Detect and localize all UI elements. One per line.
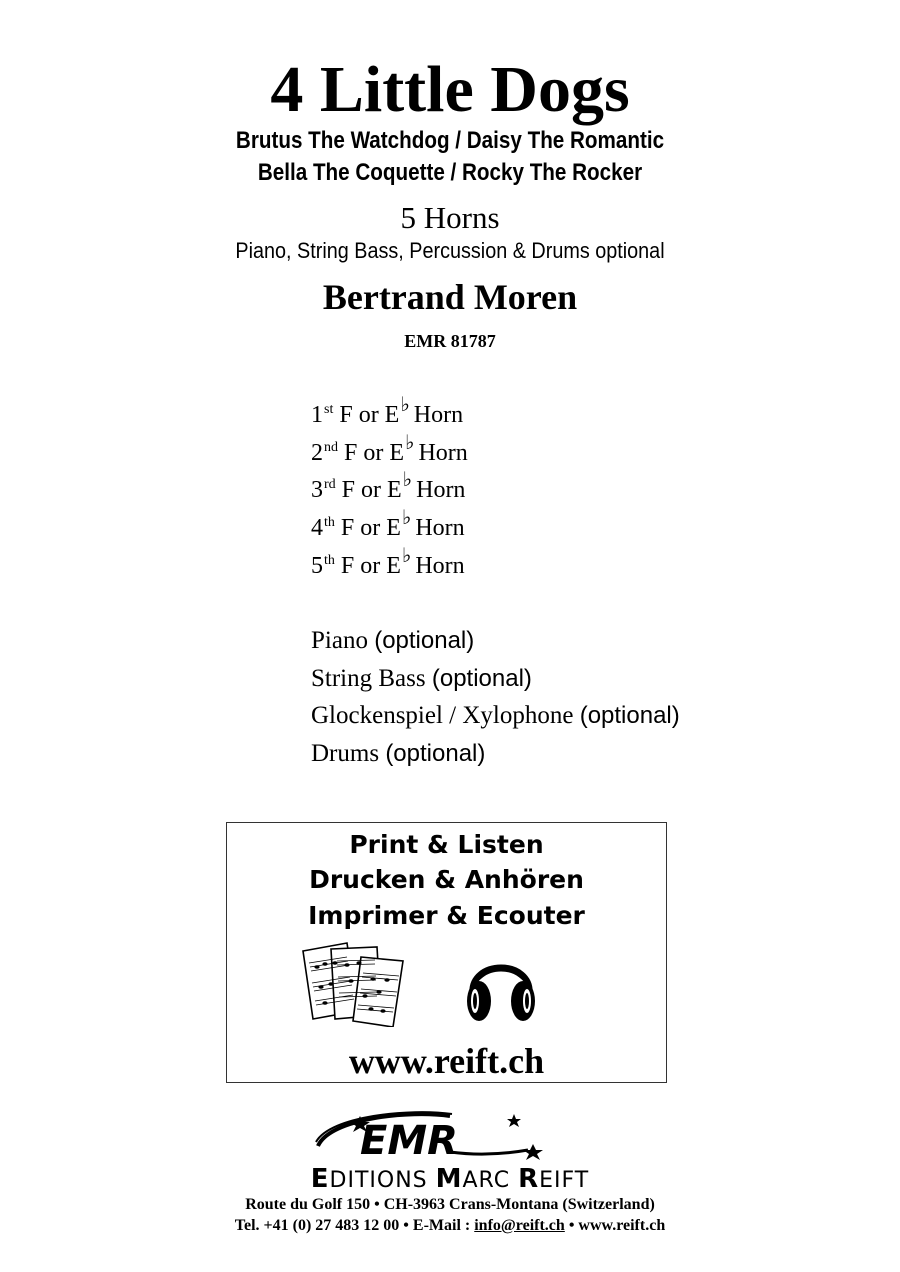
publisher-initial-m: M (435, 1164, 463, 1194)
part-number: 4 (311, 515, 323, 542)
publisher-contact (0, 1215, 900, 1237)
part-key: F or E (339, 402, 400, 428)
publisher-initial-r: R (518, 1164, 540, 1194)
publisher-word-eift: EIFT (539, 1168, 590, 1193)
promo-line-german: Drucken & Anhören (309, 865, 584, 894)
promo-website[interactable]: www.reift.ch (348, 1041, 545, 1081)
part-instrument: Horn (413, 402, 464, 428)
publisher-word-ditions: DITIONS (329, 1168, 436, 1193)
part-number: 3 (311, 477, 323, 504)
publisher-word-arc: ARC (462, 1168, 519, 1193)
part-ordinal: st (324, 402, 334, 417)
part-row (311, 392, 468, 435)
composer-name: Bertrand Moren (322, 277, 578, 317)
score-title: 4 Little Dogs (270, 53, 630, 126)
subtitle-line-1: Brutus The Watchdog / Daisy The Romantic (235, 127, 665, 154)
part-instrument: Horn (415, 552, 465, 579)
part-key: F or E (341, 477, 402, 504)
publisher-name (0, 1166, 900, 1194)
part-ordinal: nd (324, 439, 338, 455)
optional-part-row (311, 735, 680, 773)
flat-symbol: ♭ (401, 505, 412, 530)
subtitle-line-2: Bella The Coquette / Rocky The Rocker (257, 159, 643, 186)
optional-part-name: String Bass (311, 664, 426, 692)
part-number: 5 (311, 552, 323, 579)
part-row (311, 542, 468, 586)
part-ordinal: th (324, 552, 335, 568)
part-row (311, 429, 468, 473)
optional-part-row (311, 697, 680, 735)
publisher-phone: Tel. +41 (0) 27 483 12 00 • E-Mail : (234, 1217, 475, 1234)
sheet-music-icon (301, 941, 413, 1027)
optional-part-row (311, 660, 680, 698)
print-listen-box (226, 822, 667, 1083)
catalog-number: EMR 81787 (404, 331, 496, 351)
flat-symbol: ♭ (402, 467, 413, 492)
part-instrument: Horn (418, 439, 468, 466)
publisher-email-link[interactable]: info@reift.ch (474, 1217, 565, 1234)
promo-line-english: Print & Listen (349, 830, 544, 859)
headphones-icon (465, 945, 537, 1025)
part-instrument: Horn (416, 477, 466, 504)
part-key: F or E (340, 515, 401, 542)
optional-part-note: (optional) (431, 664, 532, 692)
promo-line-french: Imprimer & Ecouter (308, 901, 585, 930)
part-row (311, 505, 468, 548)
publisher-address: Route du Golf 150 • CH-3963 Crans-Montana (Switzerland) (245, 1196, 655, 1213)
emr-logo (300, 1110, 550, 1162)
part-ordinal: rd (324, 477, 336, 493)
optional-part-note: (optional) (385, 740, 486, 768)
optional-parts-list (311, 622, 680, 773)
optional-part-name: Piano (311, 627, 368, 654)
part-key: F or E (340, 552, 401, 579)
part-number: 1 (311, 402, 323, 428)
optional-part-note: (optional) (579, 702, 680, 730)
publisher-initial-e: E (310, 1164, 330, 1194)
horn-parts-list (311, 392, 468, 585)
flat-symbol: ♭ (400, 392, 410, 416)
part-number: 2 (311, 439, 323, 466)
part-ordinal: th (324, 515, 335, 531)
optional-part-name: Drums (311, 740, 380, 768)
part-row (311, 467, 468, 510)
flat-symbol: ♭ (405, 429, 415, 454)
publisher-website[interactable]: • www.reift.ch (564, 1217, 666, 1234)
part-instrument: Horn (415, 515, 465, 542)
part-key: F or E (344, 439, 404, 466)
optional-part-note: (optional) (374, 627, 475, 654)
flat-symbol: ♭ (401, 542, 412, 567)
optional-instruments: Piano, String Bass, Percussion & Drums optional (235, 238, 665, 263)
optional-part-name: Glockenspiel / Xylophone (311, 702, 574, 730)
emr-logo-text: EMR (360, 1118, 458, 1162)
instrumentation: 5 Horns (400, 200, 500, 235)
optional-part-row (311, 622, 680, 660)
